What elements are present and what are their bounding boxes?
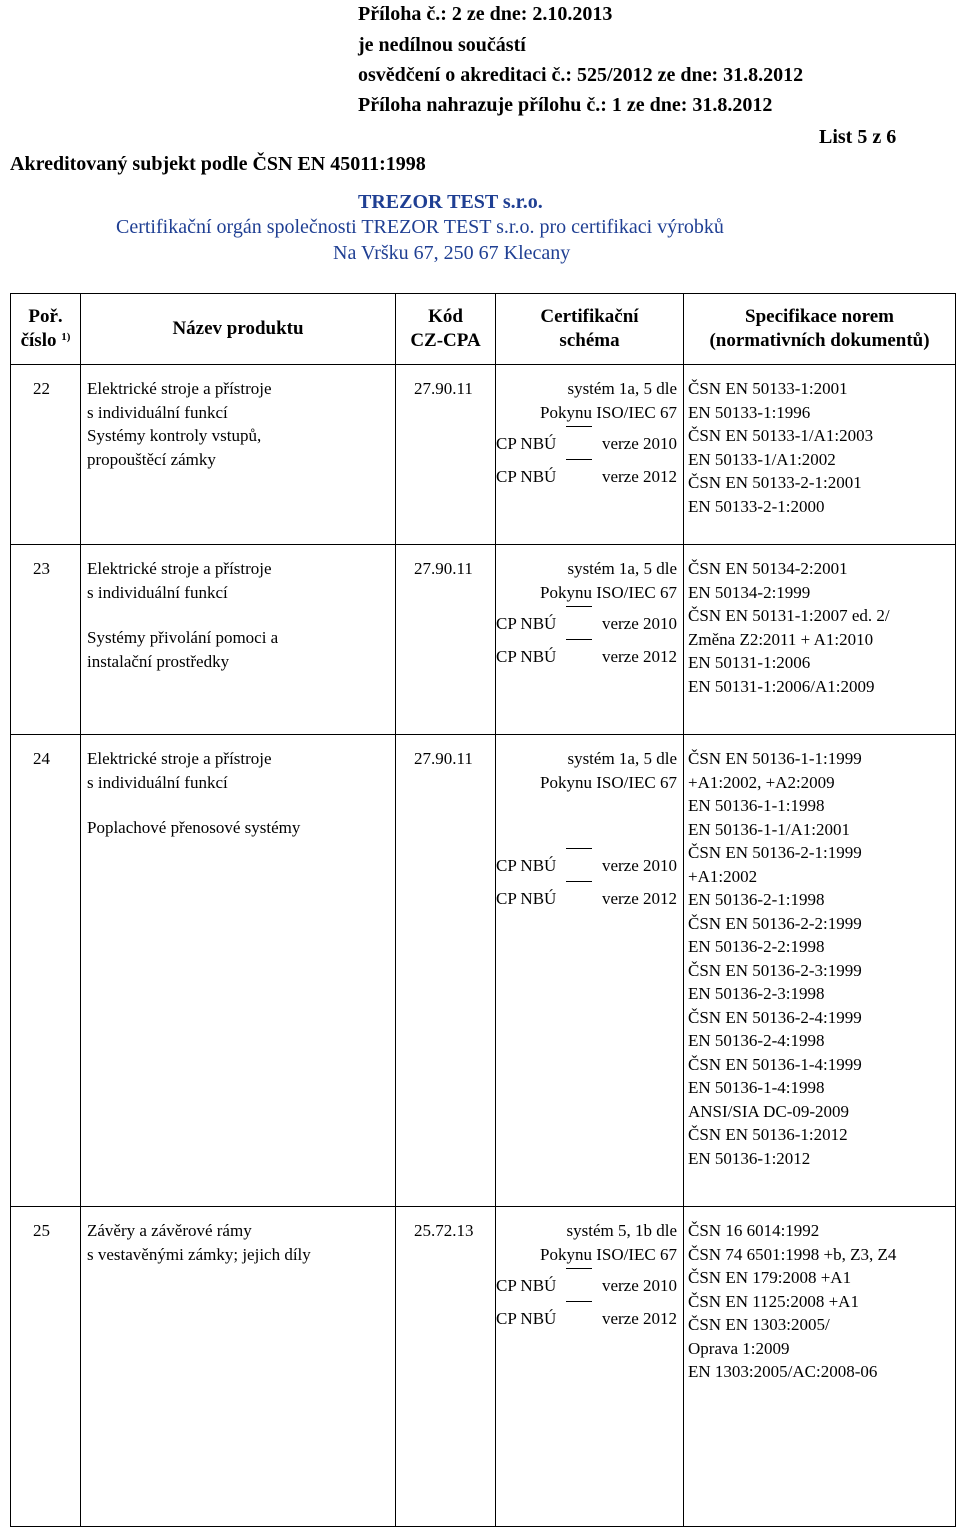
organization-name: TREZOR TEST s.r.o. xyxy=(358,191,543,213)
annex-integral-part: je nedílnou součástí xyxy=(358,34,526,56)
product-category-line: Závěry a závěrové rámy xyxy=(87,1221,252,1240)
cp-nbu-version xyxy=(496,465,683,489)
row-number xyxy=(11,735,81,1207)
norm-item: EN 50136-2-1:1998 xyxy=(688,890,825,909)
row-number xyxy=(11,365,81,545)
cp-nbu-label: CP NBÚ xyxy=(496,614,557,633)
product-category-line: s vestavěnými zámky; jejich díly xyxy=(87,1244,311,1264)
norm-item: ČSN EN 50136-2-2:1999 xyxy=(688,913,862,933)
certification-scheme xyxy=(496,1207,684,1527)
norm-item: EN 50133-2-1:2000 xyxy=(688,496,825,516)
annex-number: Příloha č.: 2 ze dne: 2.10.2013 xyxy=(358,3,613,25)
header-norms-line1: Specifikace norem xyxy=(745,306,894,327)
row-number-text: 23 xyxy=(33,559,50,578)
norm-item: ČSN 16 6014:1992 xyxy=(688,1221,820,1240)
dash-separator xyxy=(566,639,592,663)
annex-replaces: Příloha nahrazuje přílohu č.: 1 ze dne: 31.8.2012 xyxy=(358,94,773,116)
scheme-line: systém 1a, 5 dle xyxy=(567,749,677,768)
table-row xyxy=(11,545,956,735)
products-table xyxy=(10,293,956,1527)
scheme-line: Pokynu ISO/IEC 67 xyxy=(540,582,677,602)
cp-nbu-version-label: verze 2012 xyxy=(601,466,677,486)
product-category-line: Elektrické stroje a přístroje xyxy=(87,379,272,398)
scheme-line: Pokynu ISO/IEC 67 xyxy=(540,772,677,792)
cp-nbu-version xyxy=(496,612,683,636)
norm-item: Oprava 1:2009 xyxy=(688,1338,790,1358)
norm-item: Změna Z2:2011 + A1:2010 xyxy=(688,629,874,649)
certification-body: Certifikační orgán společnosti TREZOR TEST s.r.o. pro certifikaci výrobků xyxy=(116,216,724,238)
norm-item: +A1:2002 xyxy=(688,866,758,886)
scheme-line: Pokynu ISO/IEC 67 xyxy=(540,402,677,422)
product-type-line: instalační prostředky xyxy=(87,651,230,671)
norm-item: +A1:2002, +A2:2009 xyxy=(688,772,835,792)
norm-item: ČSN EN 50136-1-1:1999 xyxy=(688,749,862,768)
cz-cpa-code-text: 27.90.11 xyxy=(414,379,473,398)
norm-item: ČSN EN 1303:2005/ xyxy=(688,1315,830,1334)
certification-scheme xyxy=(496,365,684,545)
header-code-line2: CZ-CPA xyxy=(410,330,481,351)
norm-item: ČSN 74 6501:1998 +b, Z3, Z4 xyxy=(688,1244,897,1264)
cp-nbu-version xyxy=(496,854,683,878)
norm-item: ČSN EN 1125:2008 +A1 xyxy=(688,1291,859,1311)
header-order-number-line2 xyxy=(11,329,80,353)
norm-specifications xyxy=(684,545,956,735)
dash-separator xyxy=(566,606,592,630)
norm-item: EN 50133-1:1996 xyxy=(688,402,811,422)
norm-item: EN 1303:2005/AC:2008-06 xyxy=(688,1362,878,1381)
table-row xyxy=(11,735,956,1207)
product-category-line: s individuální funkcí xyxy=(87,772,228,792)
cp-nbu-version-label: verze 2012 xyxy=(601,888,677,908)
cz-cpa-code xyxy=(396,1207,496,1527)
header-norms xyxy=(684,294,956,365)
header-scheme xyxy=(496,294,684,365)
cp-nbu-version-label: verze 2010 xyxy=(601,856,677,875)
cp-nbu-version-label: verze 2012 xyxy=(601,1308,677,1328)
norm-item: EN 50133-1/A1:2002 xyxy=(688,449,836,469)
cz-cpa-code-text: 25.72.13 xyxy=(414,1221,474,1240)
product-category-line: Elektrické stroje a přístroje xyxy=(87,559,272,578)
cz-cpa-code xyxy=(396,735,496,1207)
cp-nbu-version-label: verze 2010 xyxy=(601,1276,677,1295)
cp-nbu-version xyxy=(496,432,683,456)
header-product-name xyxy=(81,294,396,365)
product-category-line: Elektrické stroje a přístroje xyxy=(87,749,272,768)
norm-item: ČSN EN 50133-1/A1:2003 xyxy=(688,426,874,445)
cp-nbu-version-label: verze 2012 xyxy=(601,646,677,666)
cp-nbu-label: CP NBÚ xyxy=(496,434,557,453)
header-scheme-line2: schéma xyxy=(559,330,620,351)
product-type-line: Systémy přivolání pomoci a xyxy=(87,628,279,647)
cz-cpa-code xyxy=(396,365,496,545)
organization-address: Na Vršku 67, 250 67 Klecany xyxy=(333,242,571,264)
norm-item: ČSN EN 50133-1:2001 xyxy=(688,379,848,398)
row-number-text: 22 xyxy=(33,379,50,398)
header-order-number-line1: Poř. xyxy=(28,306,63,327)
norm-item: EN 50134-2:1999 xyxy=(688,582,811,602)
certification-scheme xyxy=(496,545,684,735)
norm-item: EN 50131-1:2006/A1:2009 xyxy=(688,676,875,696)
cp-nbu-label: CP NBÚ xyxy=(496,1276,557,1295)
norm-item: EN 50136-1:2012 xyxy=(688,1148,811,1168)
product-name xyxy=(81,1207,396,1527)
header-code-line1: Kód xyxy=(428,306,463,327)
norm-item: EN 50136-1-4:1998 xyxy=(688,1078,825,1097)
header-order-number xyxy=(11,294,81,365)
row-number xyxy=(11,1207,81,1527)
cp-nbu-label: CP NBÚ xyxy=(496,1308,557,1328)
norm-item: EN 50136-2-2:1998 xyxy=(688,937,825,956)
product-name xyxy=(81,735,396,1207)
cp-nbu-version xyxy=(496,1307,683,1331)
cp-nbu-version-label: verze 2010 xyxy=(601,434,677,453)
norm-item: ČSN EN 50136-2-1:1999 xyxy=(688,843,862,862)
norm-item: EN 50136-1-1:1998 xyxy=(688,796,825,815)
norm-item: ČSN EN 50136-1:2012 xyxy=(688,1125,848,1144)
cp-nbu-version xyxy=(496,645,683,669)
norm-specifications xyxy=(684,365,956,545)
header-order-number-text: číslo xyxy=(20,330,57,351)
norm-item: ČSN EN 179:2008 +A1 xyxy=(688,1268,852,1287)
norm-item: EN 50136-1-1/A1:2001 xyxy=(688,819,850,839)
dash-separator xyxy=(566,426,592,450)
scheme-line: systém 5, 1b dle xyxy=(566,1221,677,1240)
norm-item: ČSN EN 50133-2-1:2001 xyxy=(688,473,862,492)
product-type-line: Systémy kontroly vstupů, xyxy=(87,426,262,445)
cz-cpa-code-text: 27.90.11 xyxy=(414,749,473,768)
norm-item: ČSN EN 50131-1:2007 ed. 2/ xyxy=(688,606,890,625)
norm-item: EN 50136-2-3:1998 xyxy=(688,984,825,1003)
row-number-text: 24 xyxy=(33,749,50,768)
page-list: List 5 z 6 xyxy=(819,126,897,148)
header-norms-line2: (normativních dokumentů) xyxy=(709,330,930,351)
scheme-line: Pokynu ISO/IEC 67 xyxy=(540,1244,677,1264)
row-number xyxy=(11,545,81,735)
cz-cpa-code-text: 27.90.11 xyxy=(414,559,473,578)
product-type-line: Poplachové přenosové systémy xyxy=(87,818,301,837)
footnote-marker: 1) xyxy=(61,331,71,343)
table-header-row xyxy=(11,294,956,365)
header-product-name-text: Název produktu xyxy=(172,318,304,339)
product-category-line: s individuální funkcí xyxy=(87,582,228,602)
header-code xyxy=(396,294,496,365)
dash-separator xyxy=(566,459,592,483)
cz-cpa-code xyxy=(396,545,496,735)
norm-item: ČSN EN 50136-2-3:1999 xyxy=(688,960,862,980)
norm-item: ANSI/SIA DC-09-2009 xyxy=(688,1101,850,1121)
cp-nbu-label: CP NBÚ xyxy=(496,466,557,486)
table-row xyxy=(11,1207,956,1527)
dash-separator xyxy=(566,1301,592,1325)
cp-nbu-version xyxy=(496,1274,683,1298)
norm-specifications xyxy=(684,1207,956,1527)
cp-nbu-label: CP NBÚ xyxy=(496,646,557,666)
scheme-line: systém 1a, 5 dle xyxy=(567,559,677,578)
accredited-subject: Akreditovaný subjekt podle ČSN EN 45011:1998 xyxy=(10,153,426,175)
table-row xyxy=(11,365,956,545)
norm-item: ČSN EN 50134-2:2001 xyxy=(688,559,848,578)
cp-nbu-version xyxy=(496,887,683,911)
norm-item: EN 50136-2-4:1998 xyxy=(688,1031,825,1050)
norm-specifications xyxy=(684,735,956,1207)
cp-nbu-version-label: verze 2010 xyxy=(601,614,677,633)
product-name xyxy=(81,545,396,735)
norm-item: ČSN EN 50136-1-4:1999 xyxy=(688,1054,862,1074)
accreditation-certificate: osvědčení o akreditaci č.: 525/2012 ze dne: 31.8.2012 xyxy=(358,64,804,86)
scheme-line: systém 1a, 5 dle xyxy=(567,379,677,398)
product-category-line: s individuální funkcí xyxy=(87,402,228,422)
norm-item: EN 50131-1:2006 xyxy=(688,653,811,672)
product-type-line: propouštěcí zámky xyxy=(87,449,216,469)
certification-scheme xyxy=(496,735,684,1207)
cp-nbu-label: CP NBÚ xyxy=(496,888,557,908)
row-number-text: 25 xyxy=(33,1221,50,1240)
header-scheme-line1: Certifikační xyxy=(540,306,639,327)
dash-separator xyxy=(566,881,592,905)
product-name xyxy=(81,365,396,545)
norm-item: ČSN EN 50136-2-4:1999 xyxy=(688,1007,862,1027)
cp-nbu-label: CP NBÚ xyxy=(496,856,557,875)
dash-separator xyxy=(566,1268,592,1292)
dash-separator xyxy=(566,848,592,872)
